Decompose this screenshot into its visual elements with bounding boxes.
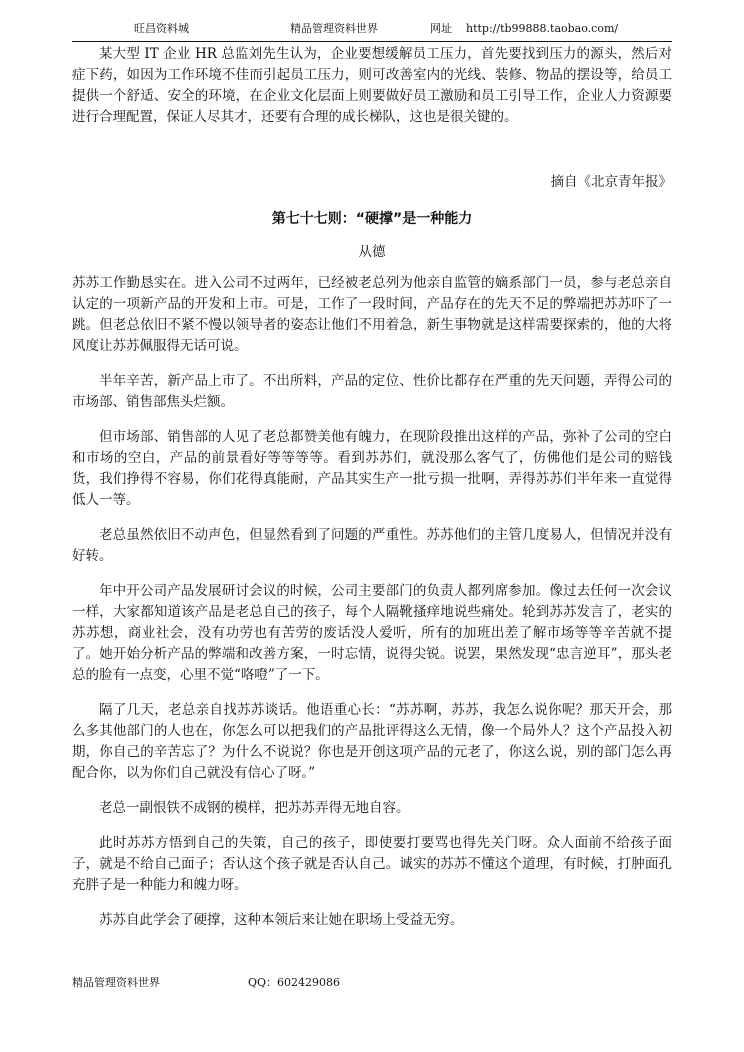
article-title: 第七十七则：“硬撑”是一种能力 — [271, 211, 473, 227]
article-paragraph: 老总一副恨铁不成钢的模样，把苏苏弄得无地自容。 — [99, 800, 410, 816]
page-header — [72, 20, 672, 42]
page-footer — [72, 976, 672, 994]
article-paragraph: 年中开公司产品发展研讨会议的时候，公司主要部门的负责人都列席参加。像过去任何一次会议一样，大家都知道该产品是老总自己的孩子，每个人隔靴搔痒地说些痛处。轮到苏苏发言了，老实的苏苏想，商业社会，没有功劳也有苦劳的废话没人爱听，所有的加班出差了解市场等等辛苦就不提了。她开始分析产品的弊端和改善方案，一时忘情，说得尖锐。说罢，果然发现“忠言逆耳”，那头老总的脸有一点变，心里不觉“咯噔”了一下。 — [72, 583, 672, 683]
source-citation: 摘自《北京青年报》 — [550, 174, 672, 190]
footer-qq: QQ：602429086 — [248, 976, 341, 989]
header-url-label: 网址 — [430, 22, 452, 35]
article-paragraph: 老总虽然依旧不动声色，但显然看到了问题的严重性。苏苏他们的主管几度易人，但情况并没有好转。 — [72, 527, 672, 564]
article-paragraph: 此时苏苏方悟到自己的失策，自己的孩子，即使要打要骂也得先关门呀。众人面前不给孩子面子，就是不给自己面子；否认这个孩子就是否认自己。诚实的苏苏不懂这个道理，有时候，打肿面孔充胖子是一种能力和魄力呀。 — [72, 835, 672, 893]
article-paragraph: 半年辛苦，新产品上市了。不出所料，产品的定位、性价比都存在严重的先天问题，弄得公司的市场部、销售部焦头烂额。 — [72, 373, 672, 410]
article-paragraph: 隔了几天，老总亲自找苏苏谈话。他语重心长：“苏苏啊，苏苏，我怎么说你呢？那天开会，那么多其他部门的人也在，你怎么可以把我们的产品批评得这么无情，像一个局外人？这个产品投入初期，你自己的辛苦忘了？为什么不说说？你也是开创这项产品的元老了，你这么说，别的部门怎么再配合你，以为你们自己就没有信心了呀。” — [72, 702, 672, 781]
header-url[interactable]: http://tb99888.taobao.com/ — [466, 22, 619, 35]
article-author: 从德 — [358, 244, 386, 260]
footer-site-title: 精品管理资料世界 — [72, 976, 160, 989]
header-site-title: 精品管理资料世界 — [290, 22, 378, 35]
header-divider — [72, 41, 672, 42]
article-paragraph: 但市场部、销售部的人见了老总都赞美他有魄力，在现阶段推出这样的产品，弥补了公司的空白和市场的空白，产品的前景看好等等等等。看到苏苏们，就没那么客气了，仿佛他们是公司的赔钱货，我们挣得不容易，你们花得真能耐，产品其实生产一批亏损一批啊，弄得苏苏们半年来一直觉得低人一等。 — [72, 429, 672, 508]
article-paragraph: 苏苏自此学会了硬撑，这种本领后来让她在职场上受益无穷。 — [99, 912, 464, 928]
page-body — [72, 44, 672, 931]
article-paragraph: 苏苏工作勤恳实在。进入公司不过两年，已经被老总列为他亲自监管的嫡系部门一员，参与老总亲自认定的一项新产品的开发和上市。可是，工作了一段时间，产品存在的先天不足的弊端把苏苏吓了一跳。但老总依旧不紧不慢以领导者的姿态让他们不用着急，新生事物就是这样需要探索的，他的大将风度让苏苏佩服得无话可说。 — [72, 275, 672, 354]
intro-paragraph: 某大型 IT 企业 HR 总监刘先生认为，企业要想缓解员工压力，首先要找到压力的源头，然后对症下药，如因为工作环境不佳而引起员工压力，则可改善室内的光线、装修、物品的摆设等，给员工提供一个舒适、安全的环境，在企业文化层面上则要做好员工激励和员工引导工作，企业人力资源要进行合理配置，保证人尽其才，还要有合理的成长梯队，这也是很关键的。 — [72, 46, 672, 125]
header-site-name: 旺昌资料城 — [134, 22, 189, 35]
